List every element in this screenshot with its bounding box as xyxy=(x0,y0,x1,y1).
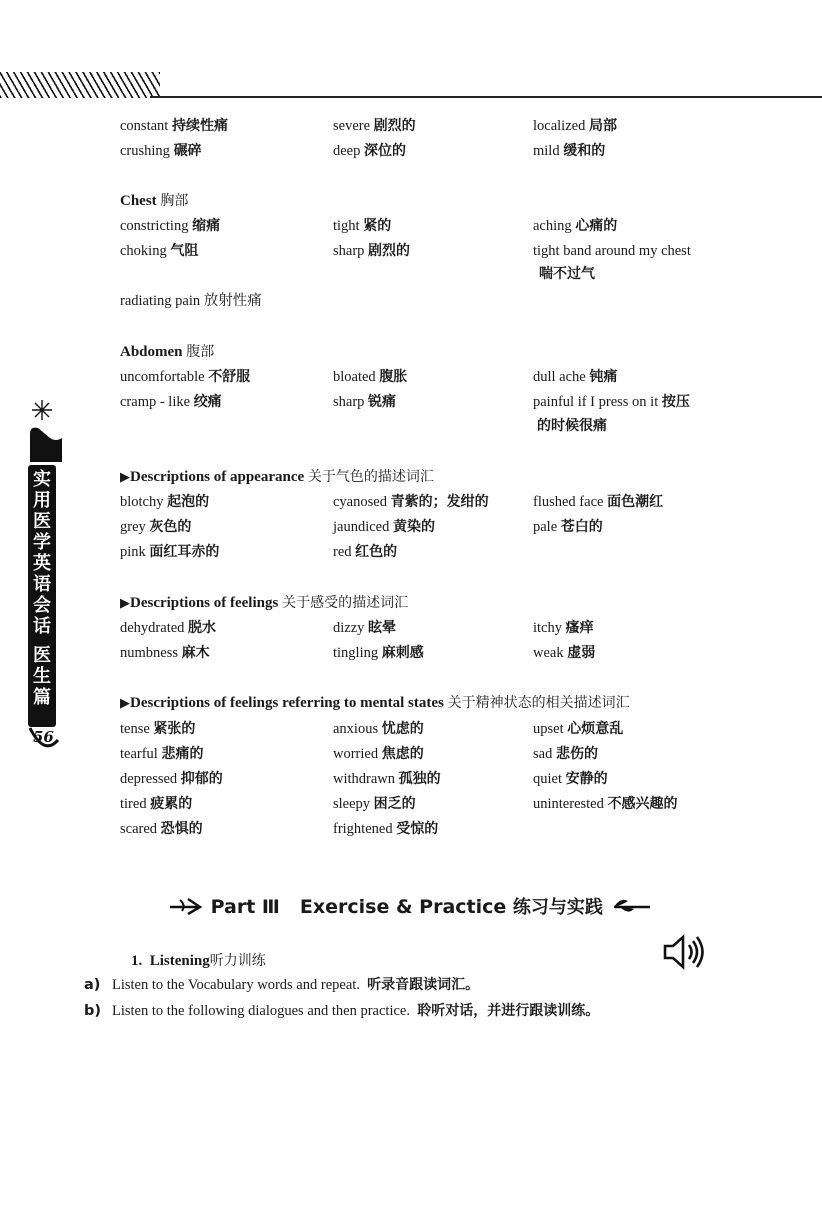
chest-heading: Chest 胸部 xyxy=(120,193,189,209)
part-3-heading: Part Ⅲ Exercise & Practice 练习与实践 xyxy=(170,893,650,921)
listening-heading: 1. Listening听力训练 xyxy=(131,953,266,969)
vocab-term: cramp - like 绞痛 xyxy=(120,394,222,410)
sidebar-char: 实 xyxy=(33,469,51,490)
vocab-row xyxy=(0,365,822,389)
right-leaf-ornament-icon xyxy=(610,897,650,915)
vocab-term: tired 疲累的 xyxy=(120,796,193,812)
audio-speaker-icon[interactable] xyxy=(662,934,708,970)
vocab-term: pink 面红耳赤的 xyxy=(120,544,220,560)
vocab-term: upset 心烦意乱 xyxy=(533,721,624,737)
sidebar-char: 用 xyxy=(33,490,51,511)
vocab-row xyxy=(0,139,822,163)
vocab-term: aching 心痛的 xyxy=(533,218,618,234)
vocab-term: mild 缓和的 xyxy=(533,143,606,159)
vocab-term: pale 苍白的 xyxy=(533,519,603,535)
vocab-row xyxy=(0,114,822,138)
sidebar-char: 医 xyxy=(33,645,51,666)
vocab-term: choking 气阻 xyxy=(120,243,199,259)
vocab-term: numbness 麻木 xyxy=(120,645,210,661)
appearance-heading: ▶Descriptions of appearance 关于气色的描述词汇 xyxy=(120,469,434,485)
vocab-term: severe 剧烈的 xyxy=(333,118,416,134)
vocab-term: depressed 抑郁的 xyxy=(120,771,223,787)
sidebar-char: 医 xyxy=(33,511,51,532)
vocab-term: sharp 剧烈的 xyxy=(333,243,411,259)
vocab-row xyxy=(0,767,822,791)
vocab-row xyxy=(0,717,822,741)
vocab-term: tense 紧张的 xyxy=(120,721,196,737)
star-book-icon xyxy=(28,398,64,462)
radiating-row: radiating pain 放射性痛 xyxy=(120,293,262,309)
vocab-term: uninterested 不感兴趣的 xyxy=(533,796,678,812)
vocab-term: cyanosed 青紫的；发绀的 xyxy=(333,494,489,510)
vocab-term: weak 虚弱 xyxy=(533,645,596,661)
vocab-term: withdrawn 孤独的 xyxy=(333,771,441,787)
vocab-term: frightened 受惊的 xyxy=(333,821,439,837)
vocab-term: anxious 忧虑的 xyxy=(333,721,424,737)
vocab-term: crushing 碾碎 xyxy=(120,143,202,159)
vocab-term: tight band around my chest xyxy=(533,243,691,259)
vocab-row xyxy=(0,490,822,514)
vocab-term: tight 紧的 xyxy=(333,218,392,234)
vocab-row xyxy=(0,817,822,841)
vocab-term: painful if I press on it 按压 xyxy=(533,394,690,410)
vocab-row xyxy=(0,616,822,640)
vocab-term: quiet 安静的 xyxy=(533,771,608,787)
vocab-term: constricting 缩痛 xyxy=(120,218,221,234)
sidebar-char: 英 xyxy=(33,553,51,574)
vocab-term: flushed face 面色潮红 xyxy=(533,494,664,510)
vocab-term: red 红色的 xyxy=(333,544,398,560)
vocab-term: tearful 悲痛的 xyxy=(120,746,204,762)
vocab-term: deep 深位的 xyxy=(333,143,406,159)
vocab-term: constant 持续性痛 xyxy=(120,118,228,134)
sidebar-char: 话 xyxy=(33,616,51,637)
vocab-row xyxy=(0,641,822,665)
page-number-badge xyxy=(28,726,60,752)
sidebar-char: 篇 xyxy=(33,687,51,708)
left-arrow-ornament-icon xyxy=(170,897,204,915)
header-rule xyxy=(150,96,822,98)
sidebar-char: 生 xyxy=(33,666,51,687)
vocab-term: blotchy 起泡的 xyxy=(120,494,210,510)
mental-heading: ▶Descriptions of feelings referring to mental states 关于精神状态的相关描述词汇 xyxy=(120,695,630,711)
vocab-row xyxy=(0,390,822,414)
vocab-term: jaundiced 黄染的 xyxy=(333,519,435,535)
sidebar-char: 会 xyxy=(33,595,51,616)
vocab-term: scared 恐惧的 xyxy=(120,821,203,837)
vocab-row xyxy=(0,742,822,766)
vocab-term: itchy 瘙痒 xyxy=(533,620,594,636)
abdomen-extra-row: 的时候很痛 xyxy=(537,418,607,434)
page-number: 56 xyxy=(33,728,54,746)
vocab-term: worried 焦虑的 xyxy=(333,746,424,762)
vocab-term: grey 灰色的 xyxy=(120,519,192,535)
vocab-term: dehydrated 脱水 xyxy=(120,620,217,636)
vocab-term: dizzy 眩晕 xyxy=(333,620,397,636)
vocab-term: sharp 锐痛 xyxy=(333,394,397,410)
chest-extra-row: 喘不过气 xyxy=(539,266,595,282)
vocab-term: uncomfortable 不舒服 xyxy=(120,369,251,385)
vocab-term: dull ache 钝痛 xyxy=(533,369,618,385)
vocab-term: sleepy 困乏的 xyxy=(333,796,416,812)
feelings-heading: ▶Descriptions of feelings 关于感受的描述词汇 xyxy=(120,595,409,611)
vocab-row xyxy=(0,792,822,816)
vocab-term: tingling 麻刺感 xyxy=(333,645,424,661)
vocab-row xyxy=(0,214,822,238)
listening-item-b: b) Listen to the following dialogues and then practice. 聆听对话，并进行跟读训练。 xyxy=(84,1003,600,1019)
sidebar-char: 学 xyxy=(33,532,51,553)
vocab-term: bloated 腹胀 xyxy=(333,369,408,385)
vocab-row xyxy=(0,239,822,263)
vocab-row xyxy=(0,515,822,539)
vocab-term: sad 悲伤的 xyxy=(533,746,598,762)
listening-item-a: a) Listen to the Vocabulary words and repeat. 听录音跟读词汇。 xyxy=(84,977,480,993)
abdomen-heading: Abdomen 腹部 xyxy=(120,344,215,360)
vocab-term: localized 局部 xyxy=(533,118,617,134)
book-title-sidebar xyxy=(28,465,56,727)
sidebar-char: 语 xyxy=(33,574,51,595)
vocab-row xyxy=(0,540,822,564)
header-hatch-decoration xyxy=(0,72,160,98)
